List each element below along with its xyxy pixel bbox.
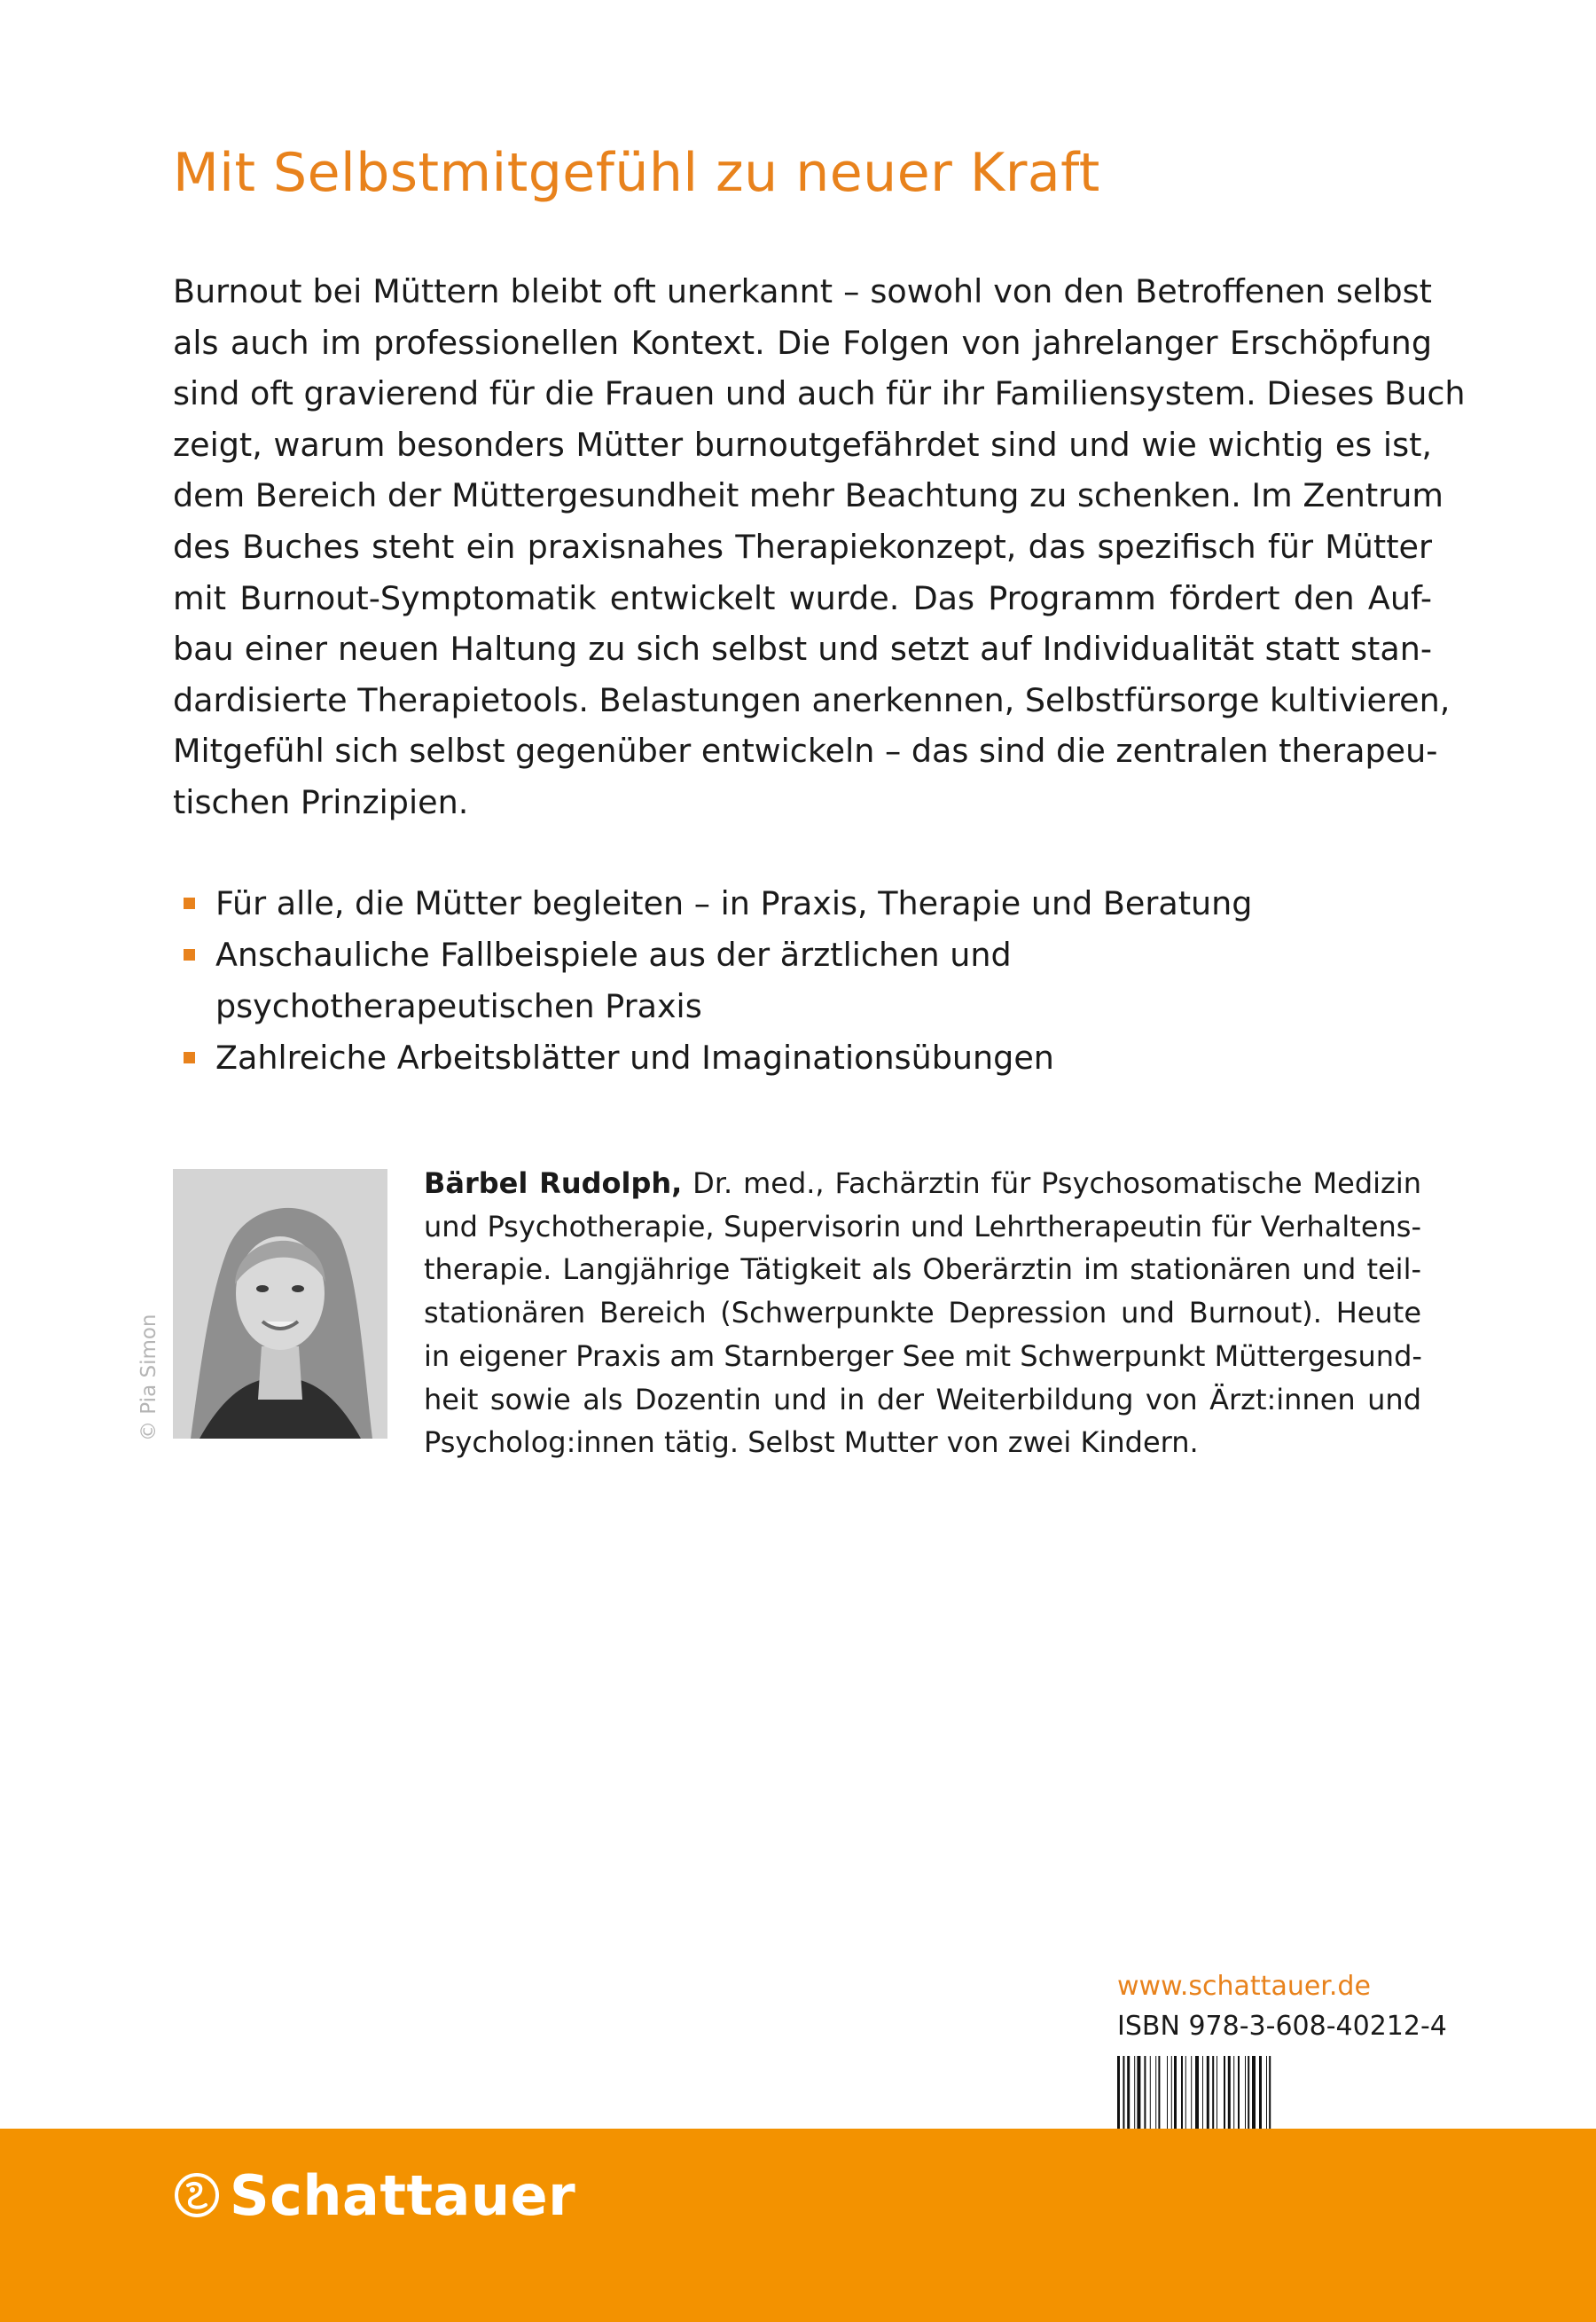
- author-bio-line: und Psychotherapie, Supervisorin und Lehrtherapeutin für Verhaltens-: [424, 1209, 1421, 1243]
- author-bio-line: therapie. Langjährige Tätigkeit als Oberärztin im stationären und teil-: [424, 1252, 1421, 1287]
- author-bio: [424, 1162, 1421, 1464]
- list-item-text: psychotherapeutischen Praxis: [215, 987, 702, 1025]
- book-title: Mit Selbstmitgefühl zu neuer Kraft: [173, 142, 1100, 204]
- author-bio-text: Dr. med., Fachärztin für Psychosomatische Medizin: [682, 1166, 1422, 1200]
- publisher-logo: [173, 2164, 575, 2226]
- blurb-line: zeigt, warum besonders Mütter burnoutgefährdet sind und wie wichtig es ist,: [173, 425, 1432, 464]
- blurb-text: [173, 266, 1466, 828]
- bullet-square-icon: [184, 1052, 195, 1063]
- list-item-text: Für alle, die Mütter begleiten – in Praxis, Therapie und Beratung: [215, 884, 1253, 922]
- author-bio-line: in eigener Praxis am Starnberger See mit Schwerpunkt Müttergesund-: [424, 1338, 1422, 1373]
- list-item: [173, 930, 1252, 1032]
- author-bio-line: heit sowie als Dozentin und in der Weiterbildung von Ärzt:innen und: [424, 1382, 1421, 1416]
- photo-credit: © Pia Simon: [137, 1314, 160, 1441]
- publisher-website[interactable]: www.schattauer.de: [1117, 1971, 1371, 2002]
- blurb-line: sind oft gravierend für die Frauen und auch für ihr Familiensystem. Dieses Buch: [173, 374, 1466, 413]
- schattauer-logo-icon: [173, 2171, 221, 2219]
- blurb-line: mit Burnout-Symptomatik entwickelt wurde. Das Programm fördert den Auf-: [173, 578, 1432, 617]
- author-bio-line: Psycholog:innen tätig. Selbst Mutter von zwei Kindern.: [424, 1425, 1199, 1460]
- blurb-line: Mitgefühl sich selbst gegenüber entwickeln – das sind die zentralen therapeu-: [173, 732, 1438, 771]
- list-item: [173, 1032, 1252, 1084]
- author-name: Bärbel Rudolph,: [424, 1166, 683, 1200]
- isbn-number: ISBN 978-3-608-40212-4: [1117, 2011, 1447, 2042]
- blurb-line: als auch im professionellen Kontext. Die Folgen von jahrelanger Erschöpfung: [173, 323, 1432, 362]
- blurb-line: dardisierte Therapietools. Belastungen anerkennen, Selbstfürsorge kultivieren,: [173, 680, 1451, 719]
- author-bio-line: stationären Bereich (Schwerpunkte Depression und Burnout). Heute: [424, 1296, 1421, 1330]
- blurb-line: dem Bereich der Müttergesundheit mehr Beachtung zu schenken. Im Zentrum: [173, 476, 1443, 515]
- bullet-square-icon: [184, 898, 195, 909]
- bullet-square-icon: [184, 949, 195, 961]
- blurb-line: Burnout bei Müttern bleibt oft unerkannt – sowohl von den Betroffenen selbst: [173, 272, 1432, 310]
- barcode: [1115, 2056, 1420, 2130]
- blurb-line: tischen Prinzipien.: [173, 782, 469, 821]
- feature-list: [173, 878, 1252, 1084]
- list-item-text: Zahlreiche Arbeitsblätter und Imaginationsübungen: [215, 1039, 1054, 1077]
- author-photo: [173, 1169, 387, 1439]
- list-item: [173, 878, 1252, 930]
- blurb-line: bau einer neuen Haltung zu sich selbst und setzt auf Individualität statt stan-: [173, 630, 1432, 669]
- list-item-text: Anschauliche Fallbeispiele aus der ärztlichen und: [215, 936, 1012, 974]
- blurb-line: des Buches steht ein praxisnahes Therapiekonzept, das spezifisch für Mütter: [173, 527, 1432, 566]
- publisher-name: Schattauer: [230, 2162, 576, 2228]
